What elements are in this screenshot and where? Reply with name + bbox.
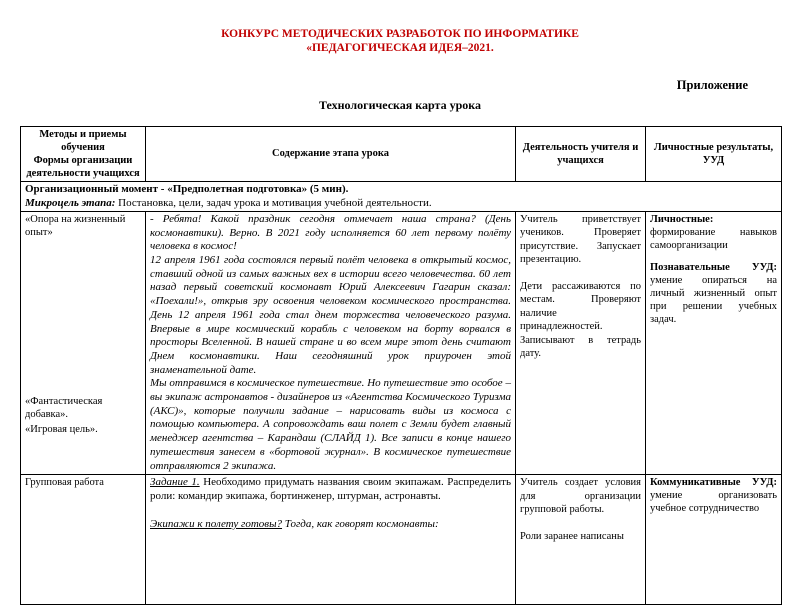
roles-note: Роли заранее написаны [520,530,624,542]
cognitive-results-label: Познавательные УУД: [650,261,777,273]
stage-cell [21,182,782,212]
communicative-results-label: Коммуникативные УУД: [650,477,777,489]
communicative-results-text: умение организовать учебное сотрудничество [650,490,777,515]
contest-title-line1: КОНКУРС МЕТОДИЧЕСКИХ РАЗРАБОТОК ПО ИНФОРМАТИКЕ [221,28,579,40]
col-header-methods-line2: Формы организации деятельности учащихся [26,154,140,179]
content-cell-task [146,475,516,605]
task-label: Задание 1. [150,476,200,489]
col-header-content: Содержание этапа урока [146,126,516,182]
lesson-plan-table [20,126,782,605]
method-fantastic-addition: «Фантастическая добавка». [25,396,103,421]
methods-cell [21,211,146,474]
appendix-label: Приложение [676,77,748,92]
task-question-rest: Тогда, как говорят космонавты: [282,517,439,530]
results-cell [646,211,782,474]
teacher-activity-group: Учитель создает условия для организации групповой работы. [520,477,641,516]
content-paragraph-journey: Мы отправимся в космическое путешествие. Но путешествие это особое – вы экипаж астронавтов - дизайнеров из «Агентства Космического Туризма (АКС)», которые получили задание – нарисовать виды из космоса с помощью компьютера. А сопровождать ваш полет с Земли будет главный менеджер агентства – Карандаш (СЛАЙД 1). Все записи в конце нашего путешествия занесем в «бортовой журнал». В космическое путешествие отправляются 2 экипажа. [150,377,511,472]
communicative-results [650,476,777,515]
table-header-row [21,126,782,182]
content-paragraph-history: 12 апреля 1961 года состоялся первый полёт человека в открытый космос, ставший одной из самых важных вех в истории всего человечества. 60 лет назад первый советский космонавт Юрий Алексеевич Гагарин сказал: «Поехали!», открыв эру освоения человеком космического пространства. День 12 апреля 1961 года стал днем торжества человеческого разума. Впервые в мире космический корабль с человеком на борту ворвался в просторы Вселенной. В нашей стране и во всем мире этот день считают Днем космонавтики. Наш сегодняшний урок приурочен этой знаменательной дате. [150,254,511,376]
contest-header [0,28,800,56]
method-game-goal: «Игровая цель». [25,424,98,436]
col-header-methods-line1: Методы и приемы обучения [39,128,127,153]
cognitive-results [650,261,777,326]
methods-cell-group: Групповая работа [21,475,146,605]
group-work-row [21,475,782,605]
student-activity: Дети рассаживаются по местам. Проверяют наличие принадлежностей. Записывают в тетрадь дату. [520,280,641,360]
method-life-experience: «Опора на жизненный опыт» [25,213,126,239]
personal-results-label: Личностные: [650,213,714,225]
stage-row [21,182,782,212]
stage-title: Организационный момент - «Предполетная подготовка» (5 мин). [25,183,349,196]
col-header-activity: Деятельность учителя и учащихся [516,126,646,182]
cognitive-results-text: умение опираться на личный жизненный опыт при решении учебных задач. [650,274,777,325]
document-title: Технологическая карта урока [319,97,481,112]
results-cell-group [646,475,782,605]
microgoal-text: Постановка, цели, задач урока и мотивация учебной деятельности. [115,196,432,209]
activity-cell [516,211,646,474]
contest-title-line2: «ПЕДАГОГИЧЕСКАЯ ИДЕЯ–2021. [306,41,494,54]
org-moment-row [21,211,782,474]
microgoal-label: Микроцель этапа: [25,196,116,209]
col-header-methods [21,126,146,182]
activity-cell-group [516,475,646,605]
task-paragraph [150,476,511,503]
task-question [150,518,511,532]
task-text: Необходимо придумать названия своим экипажам. Распределить роли: командир экипажа, бортинженер, штурман, астронавты. [150,476,511,502]
content-cell [146,211,516,474]
content-paragraph-intro: - Ребята! Какой праздник сегодня отмечает наша страна? (День космонавтики). Верно. В 2021 году исполняется 60 лет первому полёту человека в космос! [150,212,511,253]
col-header-results: Личностные результаты, УУД [646,126,782,182]
stage-microgoal [25,197,777,210]
personal-results [650,213,777,252]
task-question-underlined: Экипажи к полету готовы? [150,517,283,530]
personal-results-text: формирование навыков самоорганизации [650,226,777,251]
teacher-activity: Учитель приветствует учеников. Проверяет присутствие. Запускает презентацию. [520,213,641,266]
